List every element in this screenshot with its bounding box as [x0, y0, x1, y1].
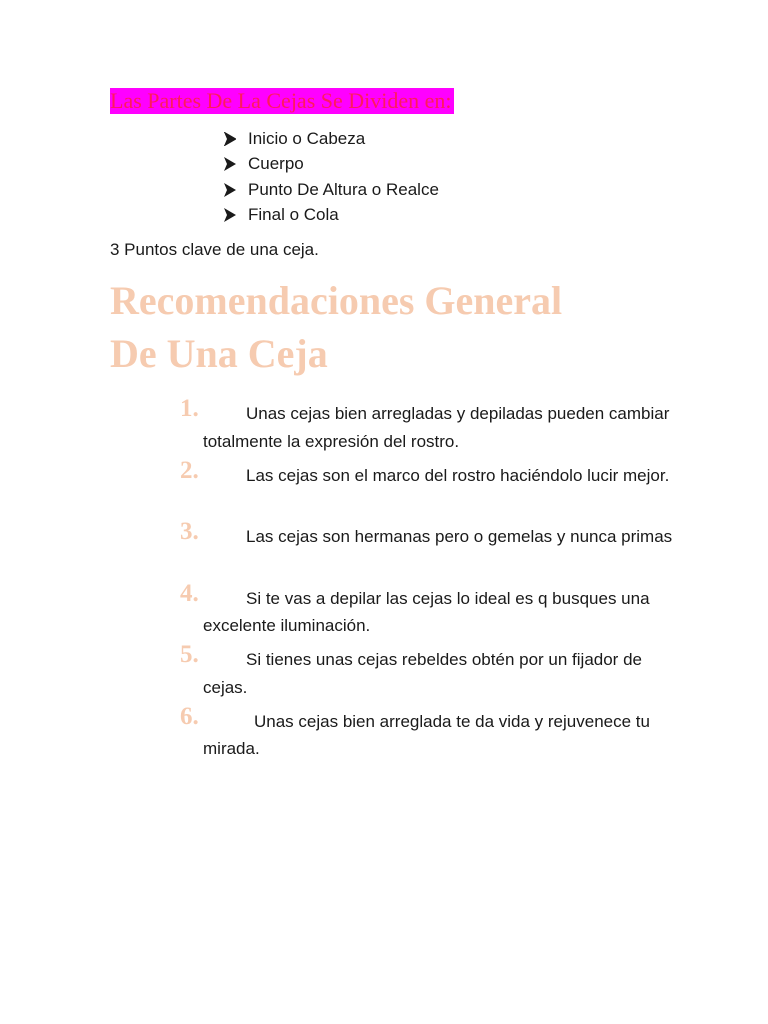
item-text: Si tienes unas cejas rebeldes obtén por un fijador de cejas. [203, 650, 642, 697]
recommendations-list [178, 394, 678, 763]
title-line-2: De Una Ceja [110, 331, 328, 376]
arrow-bullet-icon [224, 208, 236, 222]
recommendation-item [178, 579, 678, 641]
list-item [224, 177, 439, 203]
item-text: Unas cejas bien arregladas y depiladas pueden cambiar totalmente la expresión del rostro. [203, 404, 670, 451]
recommendation-item [178, 394, 678, 456]
item-number: 1. [180, 395, 199, 422]
arrow-bullet-icon [224, 157, 236, 171]
item-number: 2. [180, 456, 199, 484]
list-item-label: Cuerpo [248, 154, 304, 174]
list-item [224, 126, 439, 152]
recommendation-item [178, 456, 678, 518]
item-text: Las cejas son el marco del rostro haciéndolo lucir mejor. [246, 465, 670, 485]
list-item [224, 152, 439, 178]
list-item-label: Inicio o Cabeza [248, 128, 366, 148]
section-heading-highlighted: Las Partes De La Cejas Se Dividen en: [110, 88, 452, 113]
item-number: 4. [180, 579, 199, 607]
recommendation-item [178, 517, 678, 579]
recommendation-item [178, 640, 678, 702]
arrow-bullet-icon [224, 132, 236, 146]
item-number: 6. [180, 702, 199, 730]
list-item-label: Final o Cola [248, 205, 339, 225]
item-number: 3. [180, 518, 199, 545]
arrow-bullet-icon [224, 183, 236, 197]
item-text: Si te vas a depilar las cejas lo ideal es q busques una excelente iluminación. [203, 588, 650, 635]
item-number: 5. [180, 641, 199, 668]
item-text: Unas cejas bien arreglada te da vida y rejuvenece tu mirada. [203, 711, 650, 758]
recommendation-item [178, 702, 678, 764]
list-item [224, 203, 439, 229]
key-points-text: 3 Puntos clave de una ceja. [110, 240, 319, 259]
eyebrow-parts-list [224, 126, 439, 228]
list-item-label: Punto De Altura o Realce [248, 179, 439, 199]
title-line-1: Recomendaciones General [110, 278, 563, 323]
item-text: Las cejas son hermanas pero o gemelas y nunca primas [246, 527, 673, 546]
recommendations-title [110, 274, 730, 380]
